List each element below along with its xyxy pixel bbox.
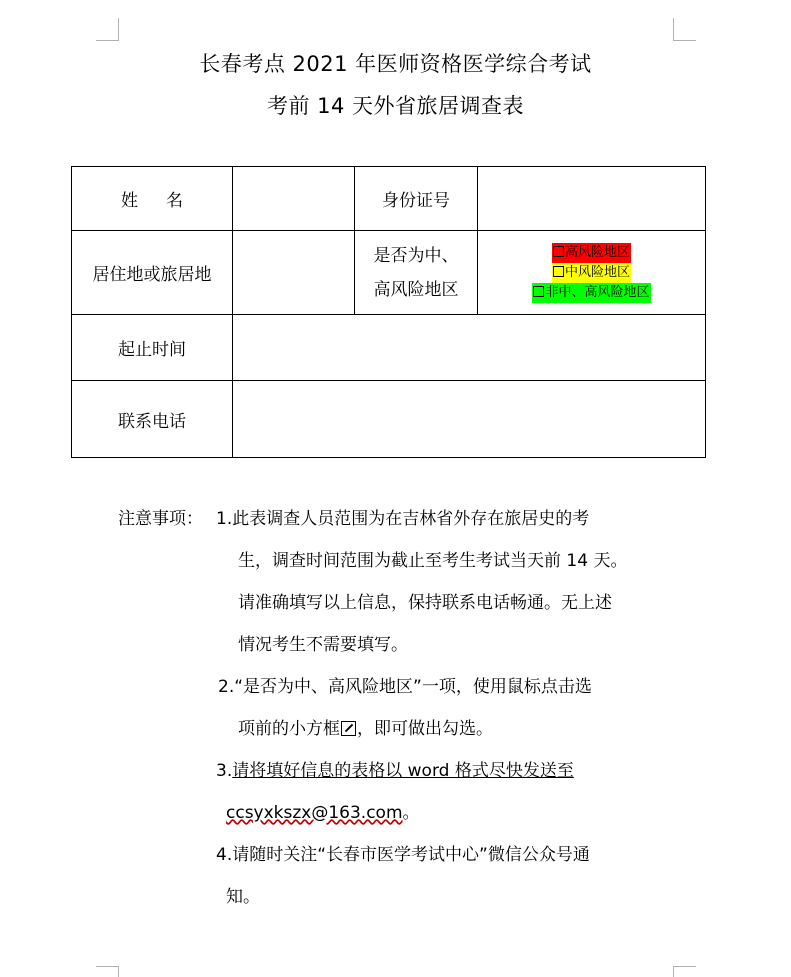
note-1-line: 生，调查时间范围为截止至考生考试当天前 14 天。: [238, 551, 628, 571]
note-2-text: ，即可做出勾选。: [357, 719, 493, 739]
note-3-number: 3.: [216, 761, 233, 781]
low-risk-checkbox[interactable]: [532, 283, 650, 303]
risk-question-line: 是否为中、: [373, 245, 459, 266]
mid-risk-checkbox[interactable]: [552, 263, 631, 283]
note-2-line: [238, 714, 493, 739]
note-4-line: 4.请随时关注“长春市医学考试中心”微信公众号通: [216, 845, 590, 865]
name-label-cell: [72, 167, 233, 231]
period-input-cell[interactable]: [233, 315, 706, 381]
document-title: 长春考点 2021 年医师资格医学综合考试: [199, 52, 592, 76]
page-corner-mark: [96, 18, 119, 41]
survey-table: [71, 166, 706, 458]
phone-label-cell: 联系电话: [72, 381, 233, 458]
note-2-text: 项前的小方框: [238, 719, 340, 739]
note-2-line: 2.“是否为中、高风险地区”一项，使用鼠标点击选: [218, 677, 592, 697]
name-input-cell[interactable]: [233, 167, 355, 231]
table-row: [72, 231, 706, 315]
email-link[interactable]: ccsyxkszx@163.com: [226, 803, 403, 823]
note-1-line: 请准确填写以上信息，保持联系电话畅通。无上述: [238, 593, 612, 613]
note-3-line: [216, 756, 574, 781]
risk-question-line: 高风险地区: [373, 279, 459, 300]
page-corner-mark: [96, 966, 119, 977]
id-input-cell[interactable]: [478, 167, 706, 231]
table-row: [72, 315, 706, 381]
high-risk-checkbox[interactable]: [552, 243, 631, 263]
residence-label-cell: 居住地或旅居地: [72, 231, 233, 315]
name-label-char-2: 名: [166, 191, 183, 211]
name-label-char-1: 姓: [121, 191, 138, 211]
table-row: [72, 381, 706, 458]
checkbox-icon: [553, 266, 564, 277]
page-corner-mark: [673, 18, 696, 41]
phone-input-cell[interactable]: [233, 381, 706, 458]
checked-box-icon: [341, 721, 356, 736]
note-3-punct: 。: [402, 803, 420, 823]
note-3-text: 请将填好信息的表格以 word 格式尽快发送至: [232, 761, 574, 781]
note-1-line: 情况考生不需要填写。: [238, 635, 408, 655]
table-row: [72, 167, 706, 231]
risk-question-cell: [355, 231, 478, 315]
risk-options-cell: [478, 231, 706, 315]
document-subtitle: 考前 14 天外省旅居调查表: [266, 94, 525, 118]
id-label-cell: 身份证号: [355, 167, 478, 231]
low-risk-label: 非中、高风险地区: [545, 284, 650, 300]
high-risk-label: 高风险地区: [564, 244, 630, 260]
note-4-line: 知。: [226, 887, 260, 907]
checkbox-icon: [553, 246, 564, 257]
residence-input-cell[interactable]: [233, 231, 355, 315]
notes-heading: 注意事项：: [118, 509, 203, 529]
page-corner-mark: [673, 966, 696, 977]
period-label-cell: 起止时间: [72, 315, 233, 381]
mid-risk-label: 中风险地区: [564, 264, 630, 280]
note-3-line: [226, 798, 420, 823]
note-1-line: 1.此表调查人员范围为在吉林省外存在旅居史的考: [216, 509, 590, 529]
checkbox-icon: [533, 286, 544, 297]
